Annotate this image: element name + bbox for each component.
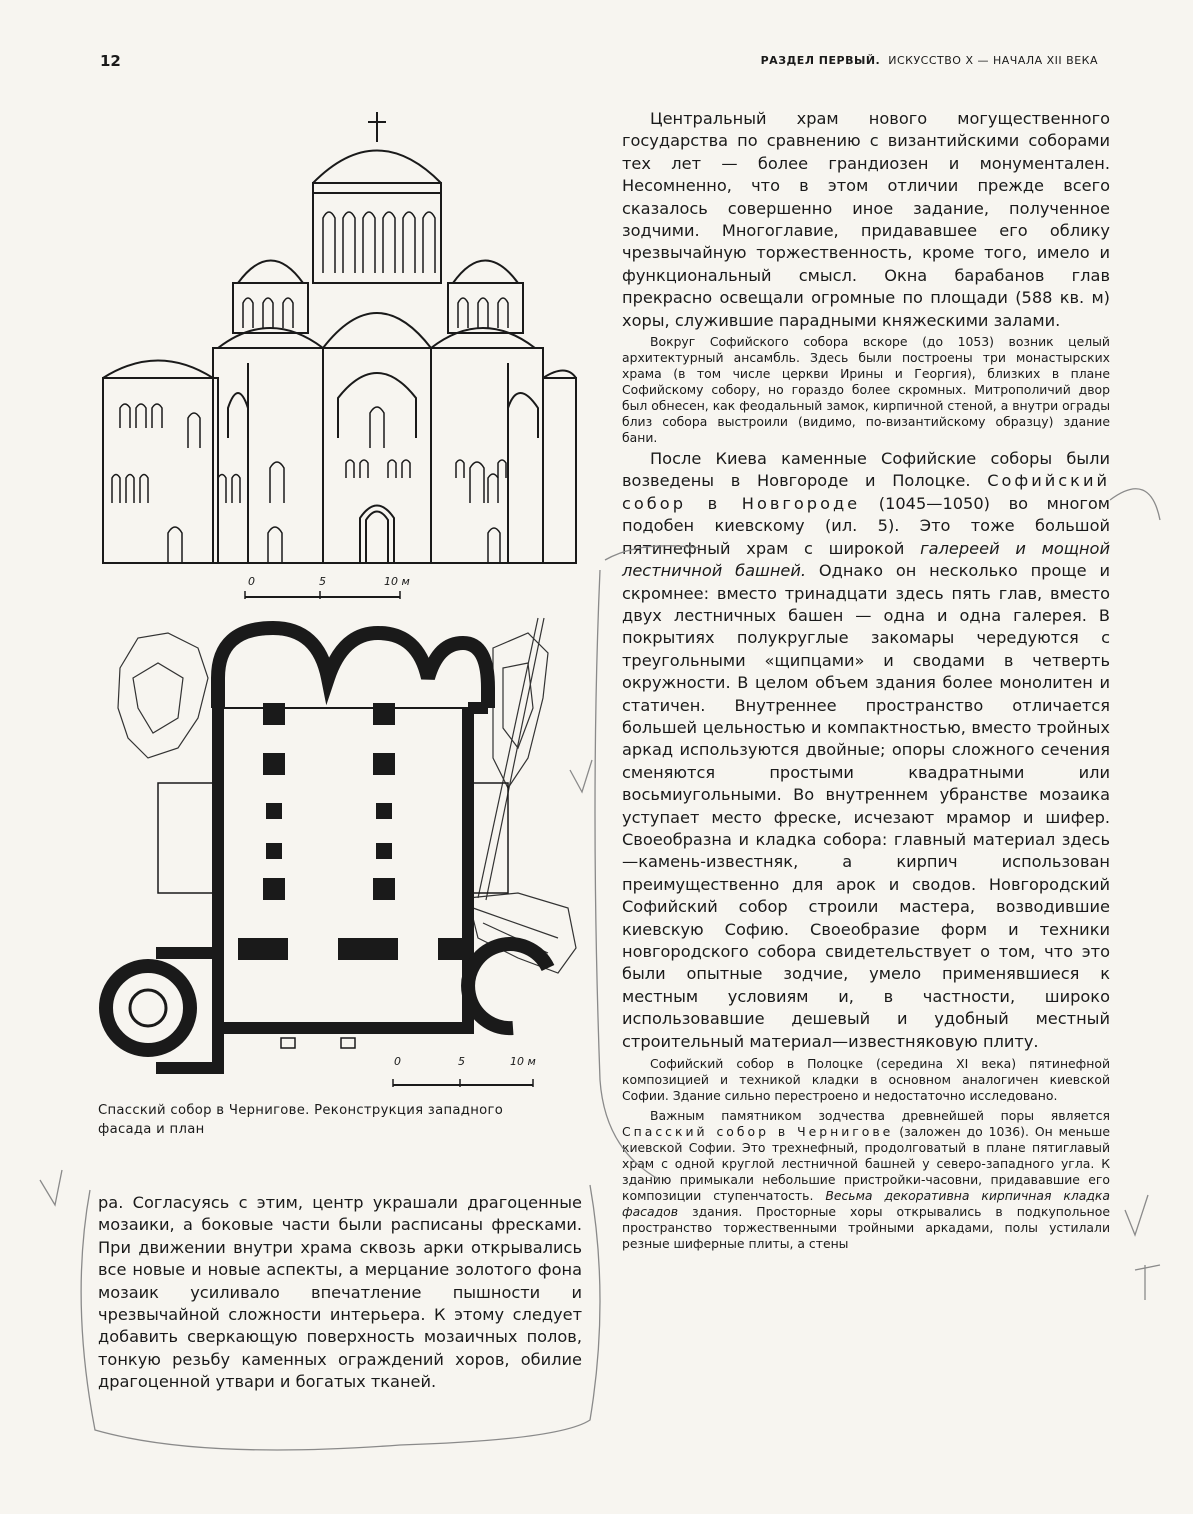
p2-after-spaced: (1045—1050) во многом подобен киевскому (ил. 5). Это тоже большой пятинефный храм с широкой (622, 493, 1110, 558)
section-label: РАЗДЕЛ ПЕРВЫЙ. (760, 54, 881, 67)
p2-italic: галереей и мощной лестничной башней. (622, 538, 1110, 581)
small3-mid: (заложен до 1036). Он меньше киевской Софии. Это трехнефный, продолговатый в плане пятиглавый храм с одной круглой лестничной башней у северо-западного угла. К зданию примыкали небольшие пристройки-часовни, придававшие его композиции ступенчатость. (622, 1124, 1110, 1204)
p2-spaced-title: Софийский собор в Новгороде (622, 471, 1110, 513)
small3-italic: Весьма декоративна кирпичная кладка фасадов (622, 1188, 1110, 1220)
note-sofia-ensemble: Вокруг Софийского собора вскоре (до 1053) возник целый архитектурный ансамбль. Здесь были построены три монастырских храма (в том числе церкви Ирины и Георгия), близких в плане Софийскому собору, но гораздо более скромных. Митрополичий двор был обнесен, как феодальный замок, кирпичной стеной, а внутри ограды близ собора выстроили (видимо, по-византийскому образцу) здание бани. (622, 334, 1110, 446)
page-number: 12 (100, 52, 121, 70)
scale-top-mid: 5 (319, 575, 326, 588)
small3-start: Важным памятником зодчества древнейшей поры является (650, 1108, 1110, 1124)
p2-start: После Киева каменные Софийские соборы были возведены в Новгороде и Полоцке. (622, 449, 1110, 491)
scale-top-end: 10 м (384, 575, 410, 588)
left-paragraph: ра. Согласуясь с этим, центр украшали драгоценные мозаики, а боковые части были расписаны фресками. При движении внутри храма сквозь арки открывались все новые и новые аспекты, а мерцание золотого фона мозаик усиливало впечатление пышности и чрезвычайной сложности интерьера. К этому следует добавить сверкающую поверхность мозаичных полов, тонкую резьбу каменных ограждений хоров, обилие драгоценной утвари и богатых тканей. (98, 1193, 582, 1392)
section-title: ИСКУССТВО X — НАЧАЛА XII ВЕКА (888, 54, 1098, 67)
paragraph-central-cathedral: Центральный храм нового могущественного государства по сравнению с византийскими соборами тех лет — более грандиозен и монументален. Несомненно, что в этом отличии прежде всего сказалось совершенно иное задание, полученное зодчими. Многоглавие, придававшее его облику чрезвычайную торжественность, кроме того, имело и функциональный смысл. Окна барабанов глав прекрасно освещали огромные по площади (588 кв. м) хоры, служившие парадными княжескими залами. (622, 109, 1110, 330)
small3-end: здания. Просторные хоры открывались в подкупольное пространство торжественными тройными аркадами, полы устилали резные шиферные плиты, а стены (622, 1204, 1110, 1252)
scale-bottom-zero: 0 (394, 1055, 401, 1068)
scale-bottom-end: 10 м (510, 1055, 536, 1068)
note-polotsk: Софийский собор в Полоцке (середина XI века) пятинефной композицией и техникой кладки в основном аналогичен киевской Софии. Здание сильно перестроено и недостаточно исследовано. (622, 1056, 1110, 1104)
scale-top-zero: 0 (248, 575, 255, 588)
scale-bottom-mid: 5 (458, 1055, 465, 1068)
caption-line-1: Спасский собор в Чернигове. Реконструкция западного (98, 1103, 504, 1118)
small3-spaced-title: Спасский собор в Чернигове (622, 1124, 894, 1140)
p2-rest: Однако он несколько проще и скромнее: вместо тринадцати здесь пять глав, вместо двух лестничных башен — одна и одна галерея. В покрытиях полукруглые закомары чередуются с треугольными «щипцами» и сводами в четверть окружности. В целом объем здания более монолитен и статичен. Внутреннее пространство отличается большей цельностью и компактностью, вместо тройных аркад используются двойные; опоры сложного сечения сменяются простыми квадратными или восьмиугольными. Во внутреннем убранстве мозаика уступает место фреске, исчезают мрамор и шифер. Своеобразна и кладка собора: главный материал здесь—камень-известняк, а кирпич использован преимущественно для арок и сводов. Новгородский Софийский собор строили мастера, возводившие киевскую Софию. Своеобразие форм и техники новгородского собора свидетельствует о том, что это были опытные зодчие, умело применявшиеся к местным условиям и, в частности, широко использовавшие дешевый и удобный местный строительный материал—известняковую плиту. (622, 561, 1110, 1051)
caption-line-2: фасада и план (98, 1122, 205, 1137)
